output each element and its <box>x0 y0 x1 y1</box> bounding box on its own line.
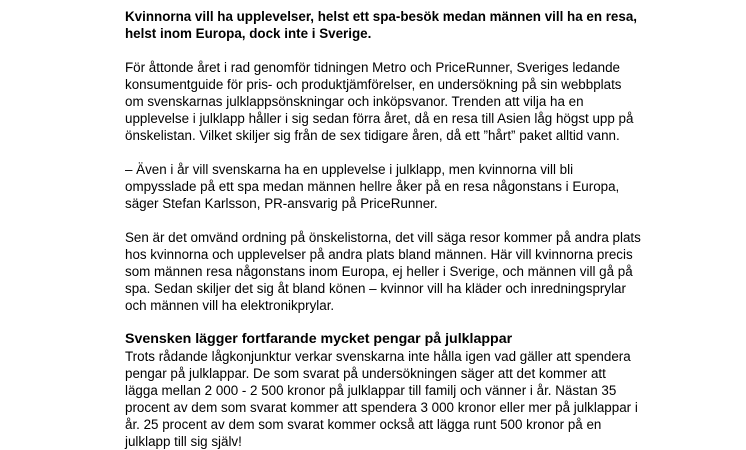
paragraph-line: lägga mellan 2 000 - 2 500 kronor på julklappar till familj och vänner i år. Nästan 35 <box>125 383 617 398</box>
intro-lead <box>125 8 665 42</box>
paragraph-line: julklapp till sig själv! <box>125 434 242 449</box>
paragraph-spending <box>125 348 665 450</box>
cut-off-top-line <box>125 0 665 8</box>
paragraph-line: – Även i år vill svenskarna ha en upplevelse i julklapp, men kvinnorna vill bli <box>125 162 574 177</box>
paragraph-line: ompysslade på ett spa medan männen hellre åker på en resa någonstans i Europa, <box>125 179 620 194</box>
paragraph-line: som männen resa någonstans inom Europa, ej heller i Sverige, och männen vill gå på <box>125 264 633 279</box>
intro-line: Kvinnorna vill ha upplevelser, helst ett spa-besök medan männen vill ha en resa, <box>125 9 637 24</box>
paragraph-line: Trots rådande lågkonjunktur verkar svenskarna inte hålla igen vad gäller att spendera <box>125 349 631 364</box>
paragraph-line: hos kvinnorna och upplevelser på andra plats bland männen. Här vill kvinnorna precis <box>125 247 633 262</box>
paragraph-line: om svenskarnas julklappsönskningar och inköpsvanor. Trenden att vilja ha en <box>125 94 584 109</box>
paragraph-line: säger Stefan Karlsson, PR-ansvarig på PriceRunner. <box>125 196 438 211</box>
paragraph-line: pengar på julklappar. De som svarat på undersökningen säger att det kommer att <box>125 366 606 381</box>
paragraph-line: procent av dem som svarat kommer att spendera 3 000 kronor eller mer på julklappar i <box>125 400 638 415</box>
paragraph-line: och männen vill ha elektronikprylar. <box>125 298 335 313</box>
paragraph-line: spa. Sedan skiljer det sig åt bland könen – kvinnor vill ha kläder och inredningsprylar <box>125 281 626 296</box>
paragraph-line: år. 25 procent av dem som svarat kommer också att lägga runt 500 kronor på en <box>125 417 602 432</box>
paragraph-quote <box>125 161 665 212</box>
section-heading: Svensken lägger fortfarande mycket pengar på julklappar <box>125 331 513 347</box>
paragraph-line: önskelistan. Vilket skiljer sig från de sex tidigare åren, då ett ”hårt” paket alltid vann. <box>125 128 620 143</box>
intro-line: helst inom Europa, dock inte i Sverige. <box>125 26 372 41</box>
paragraph-line: upplevelse i julklapp håller i sig sedan förra året, då en resa till Asien låg högst upp på <box>125 111 634 126</box>
paragraph-wishlists <box>125 229 665 314</box>
paragraph-line: För åttonde året i rad genomför tidningen Metro och PriceRunner, Sveriges ledande <box>125 60 620 75</box>
paragraph-line: Sen är det omvänd ordning på önskelistorna, det vill säga resor kommer på andra plats <box>125 230 641 245</box>
article-body <box>125 0 665 450</box>
paragraph-line: konsumentguide för pris- och produktjämförelser, en undersökning på sin webbplats <box>125 77 622 92</box>
paragraph-survey <box>125 59 665 144</box>
